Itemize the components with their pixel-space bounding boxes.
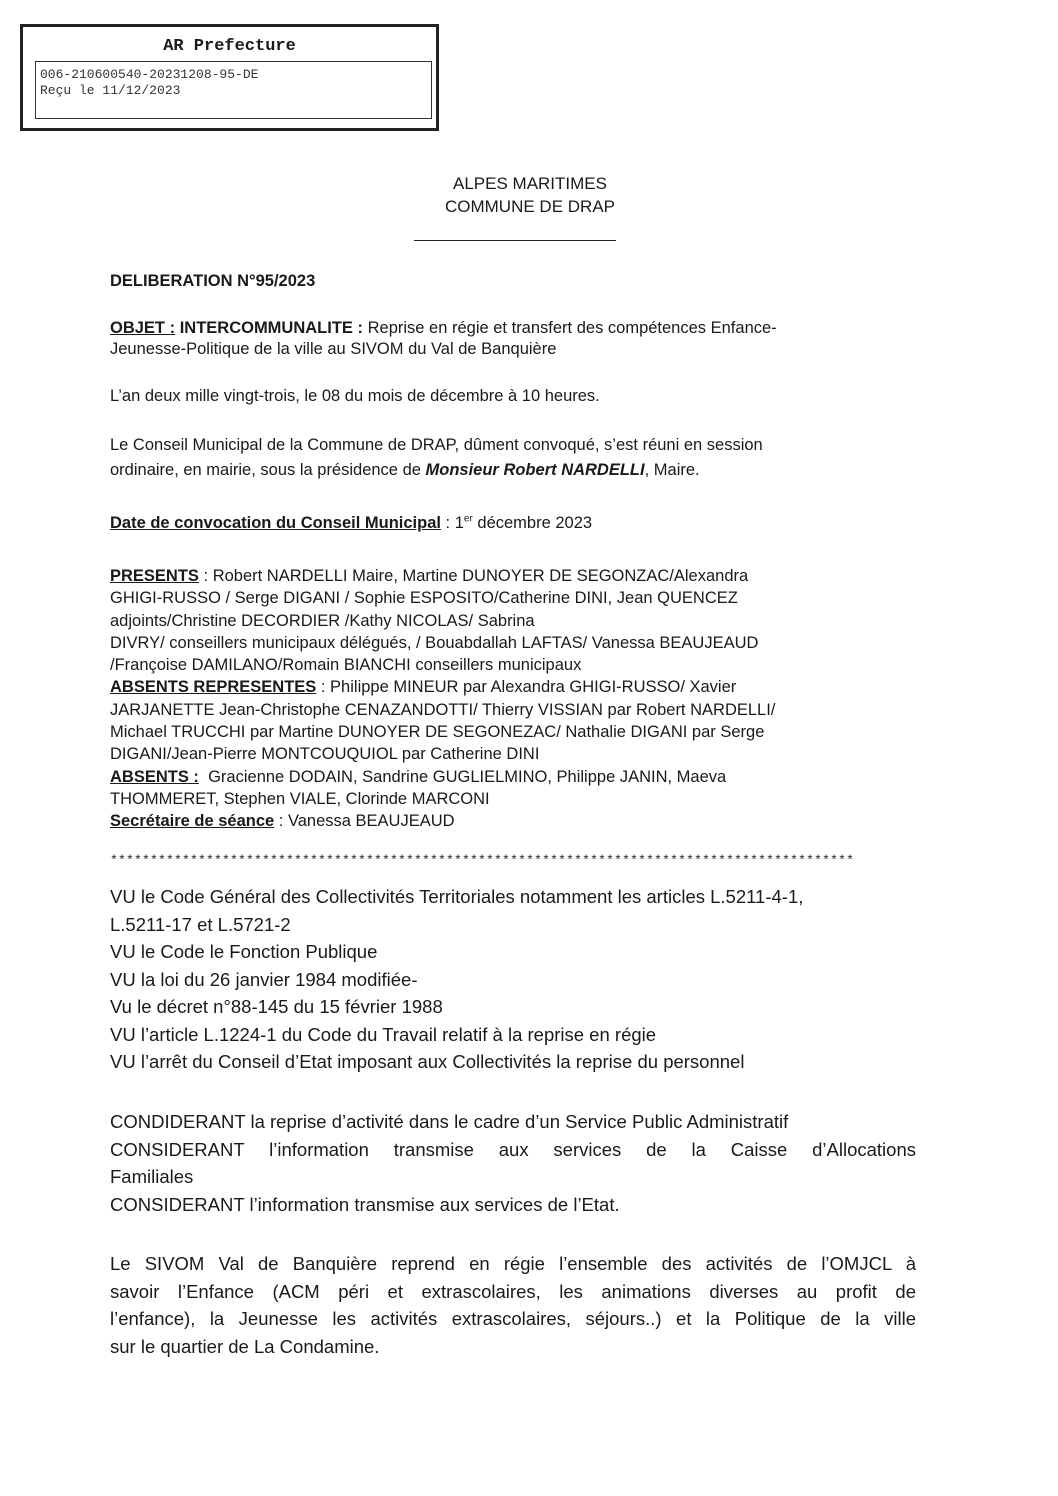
final-paragraph xyxy=(110,1250,916,1360)
vu-item: VU la loi du 26 janvier 1984 modifiée- xyxy=(110,968,418,990)
absents-line: THOMMERET, Stephen VIALE, Clorinde MARCONI xyxy=(110,789,490,808)
final-paragraph-line: sur le quartier de La Condamine. xyxy=(110,1335,380,1357)
absents-representes-label: ABSENTS REPRESENTES xyxy=(110,678,317,697)
stamp-received-date: Reçu le 11/12/2023 xyxy=(40,83,181,98)
vu-item: L.5211-17 et L.5721-2 xyxy=(110,913,291,935)
considerant-item: CONSIDERANT l’information transmise aux services de l’Etat. xyxy=(110,1193,620,1215)
presents-line: : Robert NARDELLI Maire, Martine DUNOYER DE SEGONZAC/Alexandra xyxy=(198,567,749,585)
presents-label: PRESENTS xyxy=(110,567,199,585)
absents-representes-line: Michael TRUCCHI par Martine DUNOYER DE SEGONEZAC/ Nathalie DIGANI par Serge xyxy=(110,723,765,742)
convocation-sup: er xyxy=(463,513,473,525)
vu-item: VU l’arrêt du Conseil d’Etat imposant aux Collectivités la reprise du personnel xyxy=(110,1051,745,1072)
presents-line: DIVRY/ conseillers municipaux délégués, / Bouabdallah LAFTAS/ Vanessa BEAUJEAUD xyxy=(110,633,759,652)
vu-item: Vu le décret n°88-145 du 15 février 1988 xyxy=(110,996,443,1017)
presents-line: GHIGI-RUSSO / Serge DIGANI / Sophie ESPOSITO/Catherine DINI, Jean QUENCEZ xyxy=(110,589,738,608)
absents-representes-line: DIGANI/Jean-Pierre MONTCOUQUIOL par Catherine DINI xyxy=(110,745,540,764)
presents-line: adjoints/Christine DECORDIER /Kathy NICOLAS/ Sabrina xyxy=(110,611,535,630)
document-header xyxy=(330,172,730,218)
president-name: Monsieur Robert NARDELLI xyxy=(425,461,645,479)
header-divider xyxy=(414,240,616,241)
vu-item: VU le Code le Fonction Publique xyxy=(110,941,378,962)
final-paragraph-line: Le SIVOM Val de Banquière reprend en régie l’ensemble des activités de l’OMJCL à xyxy=(110,1253,916,1274)
conseil-paragraph xyxy=(110,433,916,483)
secretaire-value: : Vanessa BEAUJEAUD xyxy=(274,812,455,831)
conseil-line1: Le Conseil Municipal de la Commune de DRAP, dûment convoqué, s’est réuni en session xyxy=(110,436,763,454)
objet-section xyxy=(110,318,916,360)
convocation-label: Date de convocation du Conseil Municipal xyxy=(110,514,441,532)
department-name: ALPES MARITIMES xyxy=(453,174,607,193)
convocation-sep: : 1 xyxy=(440,514,464,532)
vu-item: VU l’article L.1224-1 du Code du Travail relatif à la reprise en régie xyxy=(110,1023,657,1045)
absents-label: ABSENTS : xyxy=(110,767,199,786)
convocation-date: décembre 2023 xyxy=(472,514,593,532)
stamp-title: AR Prefecture xyxy=(163,37,296,56)
objet-text-line2: Jeunesse-Politique de la ville au SIVOM du Val de Banquière xyxy=(110,340,557,358)
objet-text: Reprise en régie et transfert des compétences Enfance- xyxy=(367,319,777,337)
final-paragraph-line: l’enfance), la Jeunesse les activités extrascolaires, séjours..) et la Politique de la ville xyxy=(110,1308,916,1329)
objet-keyword: INTERCOMMUNALITE : xyxy=(179,319,364,337)
attendance-section xyxy=(110,565,916,833)
deliberation-number: DELIBERATION N°95/2023 xyxy=(110,272,316,290)
conseil-line2: ordinaire, en mairie, sous la présidence de xyxy=(110,461,421,479)
vu-item: VU le Code Général des Collectivités Territoriales notamment les articles L.5211-4-1, xyxy=(110,886,804,907)
conseil-line2-end: , Maire. xyxy=(644,461,700,479)
absents-representes-line: JARJANETTE Jean-Christophe CENAZANDOTTI/ Thierry VISSIAN par Robert NARDELLI/ xyxy=(110,700,776,719)
meeting-date: L’an deux mille vingt-trois, le 08 du mois de décembre à 10 heures. xyxy=(110,387,600,405)
final-paragraph-line: savoir l’Enfance (ACM péri et extrascolaires, les animations diverses au profit de xyxy=(110,1280,916,1302)
asterisk-separator: ********************************************************************************************* xyxy=(110,853,855,868)
considerant-item: Familiales xyxy=(110,1166,194,1187)
considerant-list xyxy=(110,1108,916,1218)
presents-line: /Françoise DAMILANO/Romain BIANCHI conseillers municipaux xyxy=(110,656,582,675)
absents-representes-line: : Philippe MINEUR par Alexandra GHIGI-RUSSO/ Xavier xyxy=(316,678,737,697)
secretaire-label: Secrétaire de séance xyxy=(110,812,275,831)
absents-line: Gracienne DODAIN, Sandrine GUGLIELMINO, Philippe JANIN, Maeva xyxy=(198,767,727,786)
considerant-item: CONDIDERANT la reprise d’activité dans le cadre d’un Service Public Administratif xyxy=(110,1111,789,1132)
stamp-reference: 006-210600540-20231208-95-DE xyxy=(40,67,259,82)
commune-name: COMMUNE DE DRAP xyxy=(444,197,615,216)
prefecture-stamp xyxy=(20,24,439,131)
vu-list xyxy=(110,883,916,1076)
convocation-line xyxy=(110,513,916,534)
considerant-item: CONSIDERANT l’information transmise aux services de la Caisse d’Allocations xyxy=(110,1138,916,1160)
stamp-details xyxy=(35,61,432,119)
objet-label: OBJET : xyxy=(110,319,176,337)
